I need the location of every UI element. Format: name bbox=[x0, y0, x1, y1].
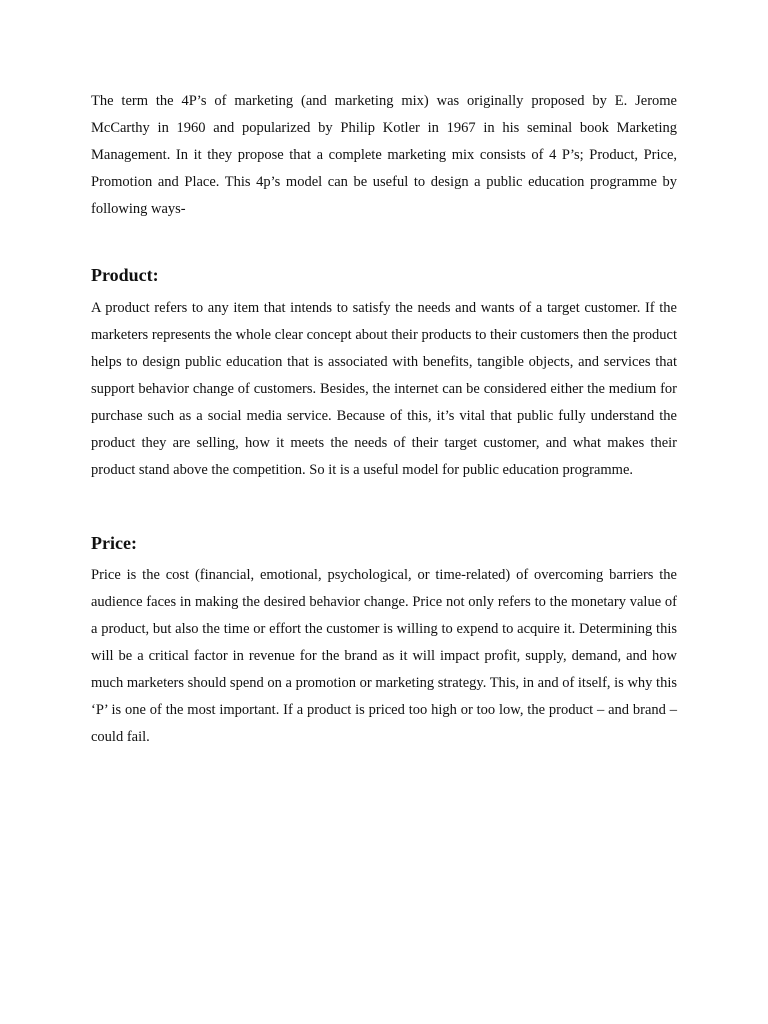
intro-paragraph: The term the 4P’s of marketing (and marketing mix) was originally proposed by E. Jerome McCarthy in 1960 and popularized by Philip Kotler in 1967 in his seminal book Marketing Management. In it they propose that a complete marketing mix consists of 4 P’s; Product, Price, Promotion and Place. This 4p’s model can be useful to design a public education programme by following ways- bbox=[91, 93, 677, 217]
price-paragraph: Price is the cost (financial, emotional, psychological, or time-related) of overcoming barriers the audience faces in making the desired behavior change. Price not only refers to the monetary value of a product, but also the time or effort the customer is willing to expend to acquire it. Determining this will be a critical factor in revenue for the brand as it will impact profit, supply, demand, and how much marketers should spend on a promotion or marketing strategy. This, in and of itself, is why this ‘P’ is one of the most important. If a product is priced too high or too low, the product – and brand – could fail. bbox=[91, 567, 677, 745]
document-body bbox=[91, 88, 677, 751]
product-paragraph: A product refers to any item that intends to satisfy the needs and wants of a target customer. If the marketers represents the whole clear concept about their products to their customers then the product helps to design public education that is associated with benefits, tangible objects, and services that support behavior change of customers. Besides, the internet can be considered either the medium for purchase such as a social media service. Because of this, it’s vital that public fully understand the product they are selling, how it meets the needs of their target customer, and what makes their product stand above the competition. So it is a useful model for public education programme. bbox=[91, 300, 677, 478]
product-heading: Product: bbox=[91, 265, 159, 285]
price-heading: Price: bbox=[91, 533, 137, 553]
